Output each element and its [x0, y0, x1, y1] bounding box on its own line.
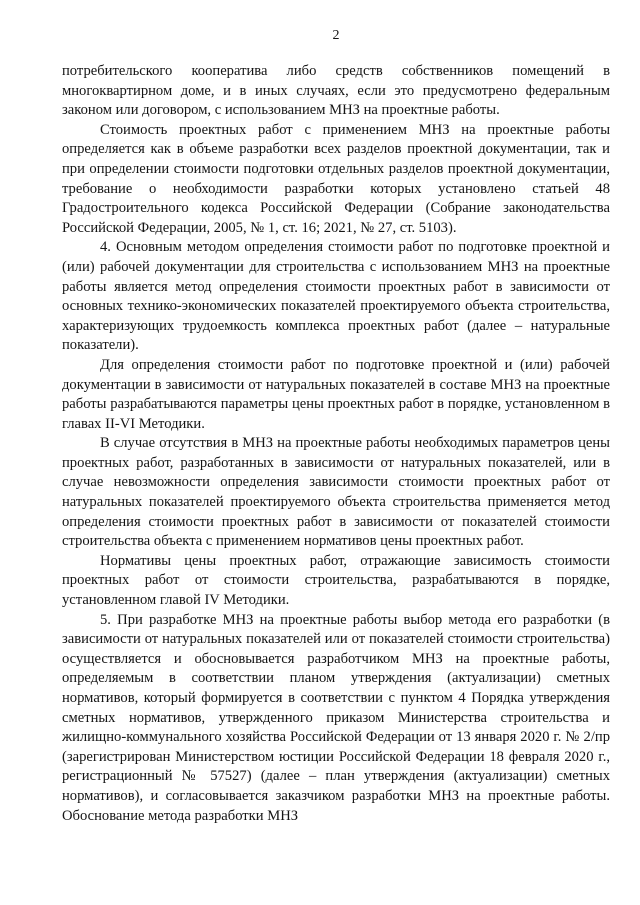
paragraph-absence-case: В случае отсутствия в МНЗ на проектные работы необходимых параметров цены проектных работ, разработанных в зависимости от натуральных показателей, или в случае невозможности определения зависимости стоимости проектных работ от натуральных показателей проектируемого объекта строительства применяется метод определения стоимости проектных работ в зависимости от показателей стоимости строительства объекта с применением нормативов цены проектных работ. — [62, 435, 610, 550]
paragraph-price-norms: Нормативы цены проектных работ, отражающие зависимость стоимости проектных работ от стоимости строительства, разрабатываются в порядке, установленном главой IV Методики. — [62, 552, 610, 609]
paragraph-continuation: потребительского кооператива либо средств собственников помещений в многоквартирном доме, и в иных случаях, если это предусмотрено федеральным законом или договором, с использованием МНЗ на проектные работы. — [62, 63, 610, 119]
page-number: 2 — [332, 28, 340, 43]
paragraph-price-parameters: Для определения стоимости работ по подготовке проектной и (или) рабочей документации в зависимости от натуральных показателей в составе МНЗ на проектные работы разрабатываются параметры цены проектных работ в порядке, установленном в главах II-VI Методики. — [62, 356, 610, 432]
paragraph-item-4: 4. Основным методом определения стоимости работ по подготовке проектной и (или) рабочей документации для строительства с использованием МНЗ на проектные работы является метод определения стоимости проектных работ в зависимости от основных технико-экономических показателей проектируемого объекта строительства, характеризующих трудоемкость комплекса проектных работ (далее – натуральные показатели). — [62, 239, 610, 354]
paragraph-cost-scope: Стоимость проектных работ с применением МНЗ на проектные работы определяется как в объеме разработки всех разделов проектной документации, так и при определении стоимости подготовки отдельных разделов проектной документации, требование о необходимости разработки которых установлено статьей 48 Градостроительного кодекса Российской Федерации (Собрание законодательства Российской Федерации, 2005, № 1, ст. 16; 2021, № 27, ст. 5103). — [62, 121, 610, 236]
paragraph-item-5: 5. При разработке МНЗ на проектные работы выбор метода его разработки (в зависимости от натуральных показателей или от показателей стоимости строительства) осуществляется и обосновывается разработчиком МНЗ на проектные работы, определяемым в соответствии планом утверждения (актуализации) сметных нормативов, который формируется в соответствии с пунктом 4 Порядка утверждения сметных нормативов, утвержденного приказом Министерства строительства и жилищно-коммунального хозяйства Российской Федерации от 13 января 2020 г. № 2/пр (зарегистрирован Министерством юстиции Российской Федерации 18 февраля 2020 г., регистрационный № 57527) (далее – план утверждения (актуализации) сметных нормативов), и согласовывается заказчиком разработки МНЗ на проектные работы. Обоснование метода разработки МНЗ — [62, 611, 610, 824]
